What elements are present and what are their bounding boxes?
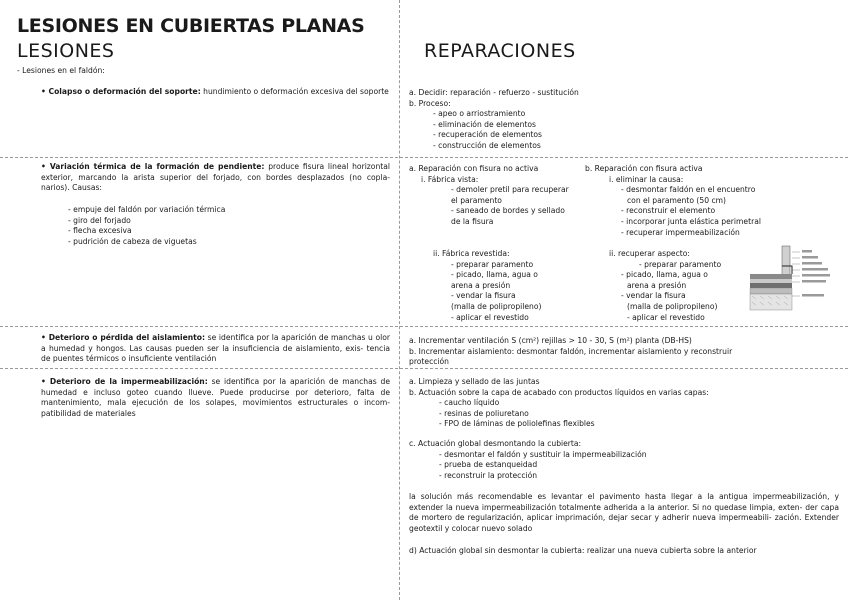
rep-subheading: i. eliminar la causa: (609, 174, 684, 184)
rep-subitem: - resinas de poliuretano (439, 408, 529, 418)
row-divider-2 (0, 326, 848, 327)
rep-item: b. Proceso: (409, 98, 451, 108)
rep-subitem: con el paramento (50 cm) (627, 195, 726, 205)
rep-subitem: - demoler pretil para recuperar (451, 185, 569, 195)
rep-subitem: (malla de polipropileno) (451, 301, 542, 311)
rep-item: b. Incrementar aislamiento: desmontar faldón, incrementar aislamiento y reconstruir (409, 346, 733, 356)
rep-row4-c (409, 439, 647, 481)
rep-row4 (409, 377, 709, 430)
rep-row2-a-ii (409, 249, 541, 323)
rep-subitem: - saneado de bordes y sellado (451, 206, 565, 216)
lesion-variacion-termica (41, 162, 390, 194)
rep-item: a. Limpieza y sellado de las juntas (409, 377, 540, 386)
rep-row2-b (585, 164, 761, 238)
rep-item: a. Incrementar ventilación S (cm²) rejillas > 10 - 30, S (m²) planta (DB-HS) (409, 336, 692, 345)
rep-subitem: arena a presión (627, 280, 687, 290)
vertical-divider (399, 0, 400, 600)
rep-subitem: - aplicar el revestido (627, 312, 705, 322)
rep-subitem: - recuperar impermeabilización (621, 227, 740, 237)
lesion-colapso (41, 87, 390, 98)
rep-subitem: (malla de polipropileno) (627, 301, 718, 311)
rep-subitem: - reconstruir la protección (439, 470, 538, 480)
lesion-aislamiento-title: • Deterioro o pérdida del aislamiento: (41, 333, 206, 342)
rep-subitem: - desmontar faldón en el encuentro (621, 185, 756, 195)
lesion-aislamiento (41, 333, 390, 365)
rep-row1 (409, 88, 579, 152)
rep-item: b. Actuación sobre la capa de acabado con productos líquidos en varias capas: (409, 387, 709, 397)
lesion-variacion-title: • Variación térmica de la formación de pendiente: (41, 162, 265, 171)
rep-subitem: - preparar paramento (639, 259, 722, 269)
cause-item: - pudrición de cabeza de viguetas (68, 236, 197, 246)
rep-heading: a. Reparación con fisura no activa (409, 164, 539, 173)
cause-item: - empuje del faldón por variación térmica (68, 205, 226, 214)
rep-subitem: - caucho líquido (439, 398, 500, 408)
rep-subitem: - vendar la fisura (621, 291, 686, 301)
cause-item: - giro del forjado (68, 215, 131, 225)
rep-subitem: - incorporar junta elástica perimetral (621, 216, 761, 226)
rep-subitem: - prueba de estanqueidad (439, 460, 538, 470)
rep-heading: b. Reparación con fisura activa (585, 164, 703, 173)
recommended-solution-paragraph: la solución más recomendable es levantar el pavimento hasta llegar a la antigua impermeabilización, y extender la nueva impermeabilización totalmente adherida a la anterior. Si no quedase limpia, exten- der capa de mortero de regularización, aplicar imprimación, dejar secar y adherir nueva impermeabili- zación. Extender geotextil y colocar nuevo solado (409, 492, 839, 533)
rep-item: c. Actuación global desmontando la cubierta: (409, 439, 582, 448)
rep-subitem: - FPO de láminas de poliolefinas flexibles (439, 419, 595, 429)
rep-subitem: arena a presión (451, 280, 511, 290)
rep-subheading: ii. recuperar aspecto: (609, 249, 690, 258)
rep-row2-b-ii (585, 249, 721, 323)
rep-subitem: - reconstruir el elemento (621, 206, 716, 216)
lesiones-heading: LESIONES (17, 40, 115, 62)
rep-item: protección (409, 357, 449, 367)
lesion-colapso-text: hundimiento o deformación excesiva del soporte (200, 87, 389, 96)
rep-subitem: - picado, llama, agua o (621, 270, 708, 280)
rep-subheading: i. Fábrica vista: (421, 174, 479, 184)
page-title: LESIONES EN CUBIERTAS PLANAS (17, 15, 365, 37)
lesion-impermeabilizacion-title: • Deterioro de la impermeabilización: (41, 377, 208, 386)
causes-list (68, 205, 225, 247)
rep-subheading: ii. Fábrica revestida: (433, 249, 510, 258)
rep-subitem: - recuperación de elementos (433, 130, 543, 140)
reparaciones-heading: REPARACIONES (424, 40, 576, 62)
rep-subitem: - vendar la fisura (451, 291, 516, 301)
rep-item: a. Decidir: reparación - refuerzo - sustitución (409, 88, 579, 97)
row-divider-1 (0, 157, 848, 158)
rep-subitem: - apeo o arriostramiento (433, 109, 526, 119)
lesion-impermeabilizacion-text: se identifica por la aparición de manchas de humedad e incluso goteo cuando llueve. Puede producirse por deterioro, falta de mantenimiento, mala ejecución de los solapes, movimientos estructurales o incom- patibilidad de materiales (41, 377, 391, 418)
rep-subitem: - preparar paramento (451, 259, 534, 269)
row-divider-3 (0, 368, 848, 369)
rep-subitem: - picado, llama, agua o (451, 270, 538, 280)
rep-subitem: de la fisura (451, 216, 494, 226)
rep-subitem: - construcción de elementos (433, 140, 541, 150)
rep-subitem: - eliminación de elementos (433, 119, 536, 129)
rep-item-d: d) Actuación global sin desmontar la cubierta: realizar una nueva cubierta sobre la anterior (409, 546, 757, 555)
rep-row3 (409, 336, 732, 368)
rep-subitem: - aplicar el revestido (451, 312, 529, 322)
rep-subitem: - desmontar el faldón y sustituir la impermeabilización (439, 449, 647, 459)
lesion-aislamiento-text: se identifica por la aparición de manchas u olor a humedad y hongos. Las causas pueden ser la insuficiencia de aislamiento, exis- tencia de puentes térmicos o insuficiente ventilación (41, 333, 390, 364)
construction-detail-drawing (746, 244, 842, 316)
rep-subitem: el paramento (451, 195, 502, 205)
cause-item: - flecha excesiva (68, 226, 132, 236)
lesion-impermeabilizacion (41, 377, 390, 419)
rep-row2-a (409, 164, 569, 228)
lesion-variacion-text: produce fisura lineal horizontal exterior, marcando la arista superior del forjado, con bordes desplazados (no copla- narios). Causas: (41, 162, 390, 193)
section-subtitle: - Lesiones en el faldón: (17, 66, 105, 75)
lesion-colapso-title: • Colapso o deformación del soporte: (41, 87, 201, 96)
